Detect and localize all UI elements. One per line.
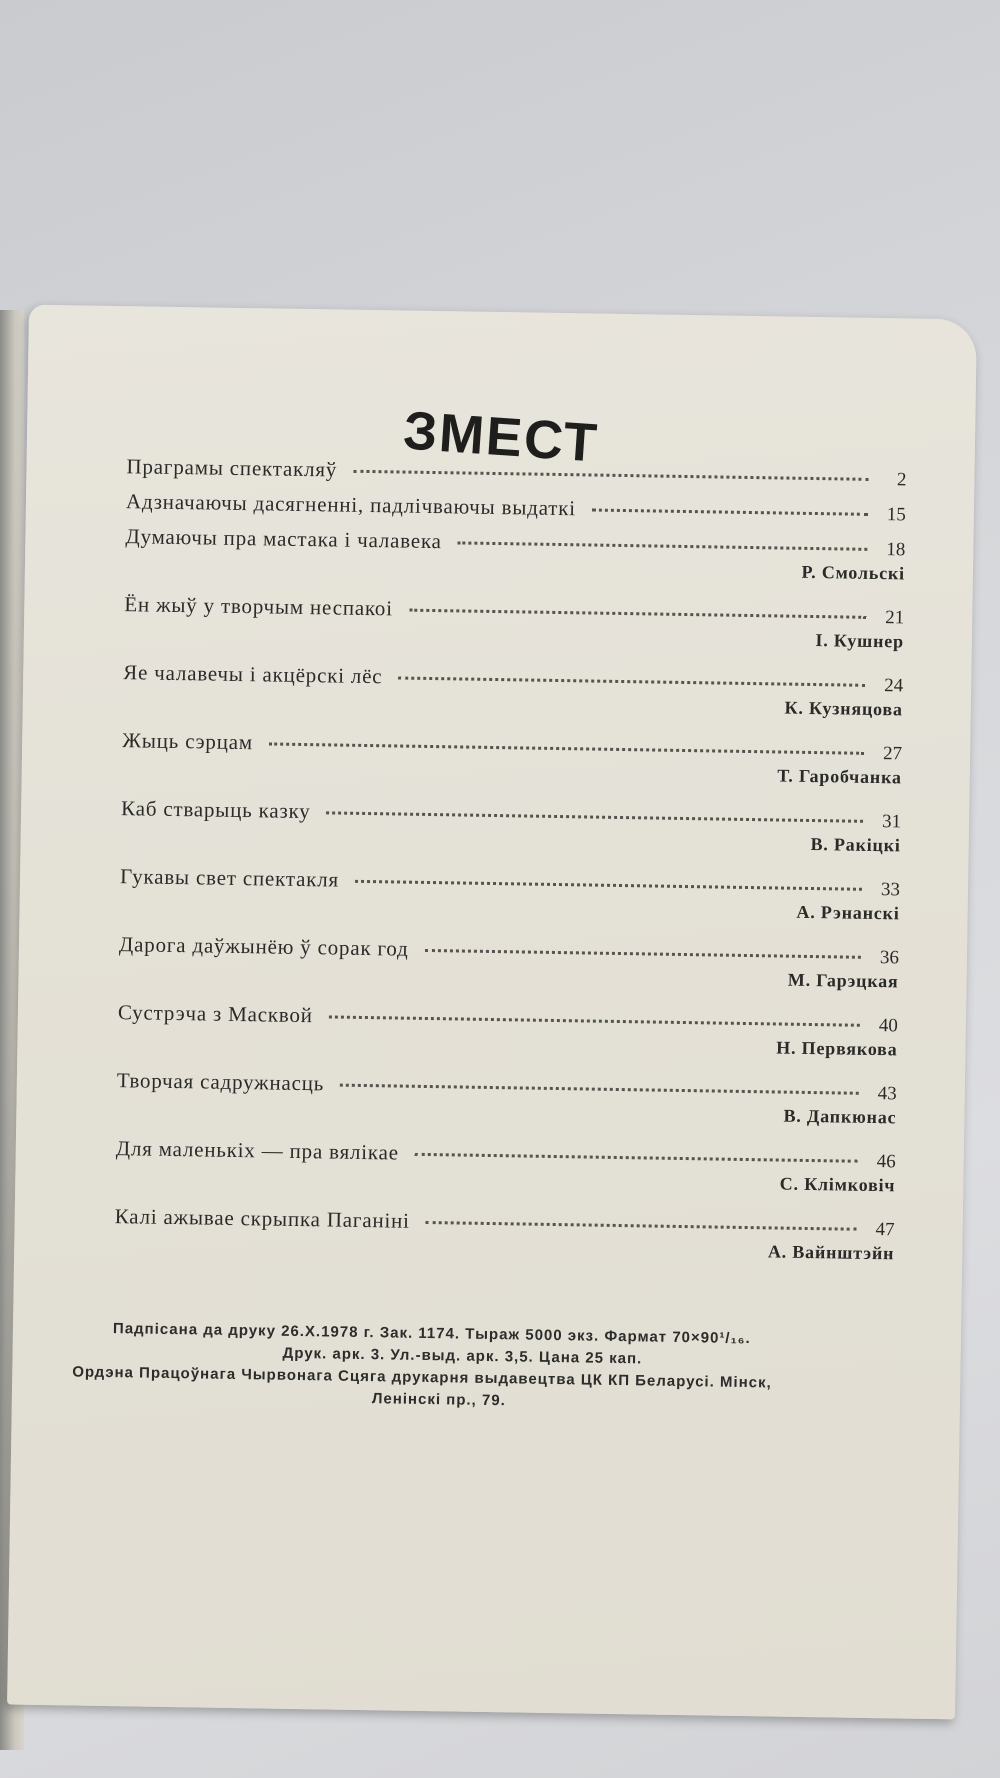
toc-entry (120, 864, 901, 924)
toc-entry (124, 592, 905, 652)
toc-entry-page: 18 (886, 539, 906, 561)
toc-entry-author: М. Гарэцкая (787, 969, 899, 992)
toc-entry-title: Думаючы пра мастака і чалавека (125, 524, 442, 554)
table-of-contents (114, 454, 907, 1284)
toc-entry-author: А. Вайнштэйн (767, 1241, 895, 1264)
toc-entry-page: 47 (875, 1219, 895, 1241)
toc-entry-page: 46 (876, 1151, 896, 1173)
imprint-line: Падпісана да друку 26.X.1978 г. Зак. 1174. Тыраж 5000 экз. Фармат 70×90¹/₁₆. (112, 1320, 751, 1348)
book-page (7, 305, 977, 1720)
toc-entry-title: Каб стварыць казку (120, 796, 311, 824)
dot-leader (426, 1221, 857, 1231)
toc-entry (118, 932, 899, 992)
toc-entry-page: 24 (884, 675, 904, 697)
toc-entry (116, 1068, 897, 1128)
toc-entry-author: І. Кушнер (815, 630, 905, 652)
dot-leader (592, 509, 868, 516)
toc-entry-page: 33 (880, 879, 901, 901)
dot-leader (327, 811, 864, 822)
dot-leader (409, 609, 866, 619)
dot-leader (329, 1015, 860, 1026)
toc-entry-title: Дарога даўжынёю ў сорак год (118, 932, 409, 961)
toc-entry (125, 524, 906, 584)
dot-leader (425, 949, 861, 959)
toc-entry-page: 15 (886, 504, 907, 526)
toc-entry-author: С. Клімковіч (779, 1173, 896, 1196)
toc-entry-title: Ён жыў у творчым неспакоі (124, 592, 394, 621)
imprint-line: Ордэна Працоўнага Чырвонага Сцяга друкарня выдавецтва ЦК КП Беларусі. Мінск, (72, 1363, 772, 1392)
toc-entry-title: Для маленькіх — пра вялікае (115, 1136, 400, 1165)
toc-entry-author: К. Кузняцова (784, 697, 903, 720)
toc-entry-title: Жыць сэрцам (122, 728, 254, 755)
imprint-colophon (72, 1317, 873, 1418)
page-title: ЗМЕСТ (401, 400, 601, 474)
dot-leader (415, 1153, 858, 1163)
toc-entry (122, 728, 903, 788)
imprint-line: Друк. арк. 3. Ул.-выд. арк. 3,5. Цана 25 кап. (282, 1344, 643, 1368)
toc-entry-author: В. Дапкюнас (783, 1105, 897, 1128)
dot-leader (398, 676, 865, 686)
toc-entry-page: 31 (881, 811, 902, 833)
toc-entry-title: Гукавы свет спектакля (119, 864, 340, 892)
toc-entry (115, 1136, 896, 1196)
toc-entry-page: 27 (882, 743, 903, 765)
toc-entry-page: 2 (896, 469, 907, 491)
toc-entry-title: Калі ажывае скрыпка Паганіні (114, 1204, 410, 1233)
toc-entry-author: Р. Смольскі (801, 561, 906, 584)
toc-entry-page: 40 (878, 1015, 898, 1037)
toc-entry-author: В. Ракіцкі (810, 833, 901, 856)
toc-entry-title: Творчая садружнасць (116, 1068, 325, 1096)
toc-entry-page: 21 (885, 607, 905, 629)
dot-leader (458, 541, 868, 550)
toc-entry-author: Н. Первякова (776, 1037, 898, 1060)
toc-entry (123, 660, 904, 720)
toc-entry-title: Праграмы спектакляў (126, 454, 338, 482)
toc-entry-page: 43 (877, 1083, 897, 1105)
toc-entry (126, 489, 906, 526)
toc-entry (117, 1000, 898, 1060)
dot-leader (353, 470, 868, 481)
imprint-line: Ленінскі пр., 79. (371, 1390, 506, 1410)
toc-entry (114, 1204, 895, 1264)
toc-entry-title: Адзначаючы дасягненні, падлічваючы выдаткі (125, 489, 577, 521)
toc-entry-author: Т. Гаробчанка (777, 765, 902, 788)
toc-entry-author: А. Рэнанскі (796, 901, 900, 924)
toc-entry-title: Сустрэча з Масквой (117, 1000, 314, 1028)
toc-entry-title: Яе чалавечы і акцёрскі лёс (123, 660, 383, 689)
toc-entry (121, 796, 902, 856)
dot-leader (355, 880, 862, 891)
dot-leader (269, 742, 864, 754)
dot-leader (340, 1084, 859, 1095)
toc-entry-page: 36 (879, 947, 900, 969)
